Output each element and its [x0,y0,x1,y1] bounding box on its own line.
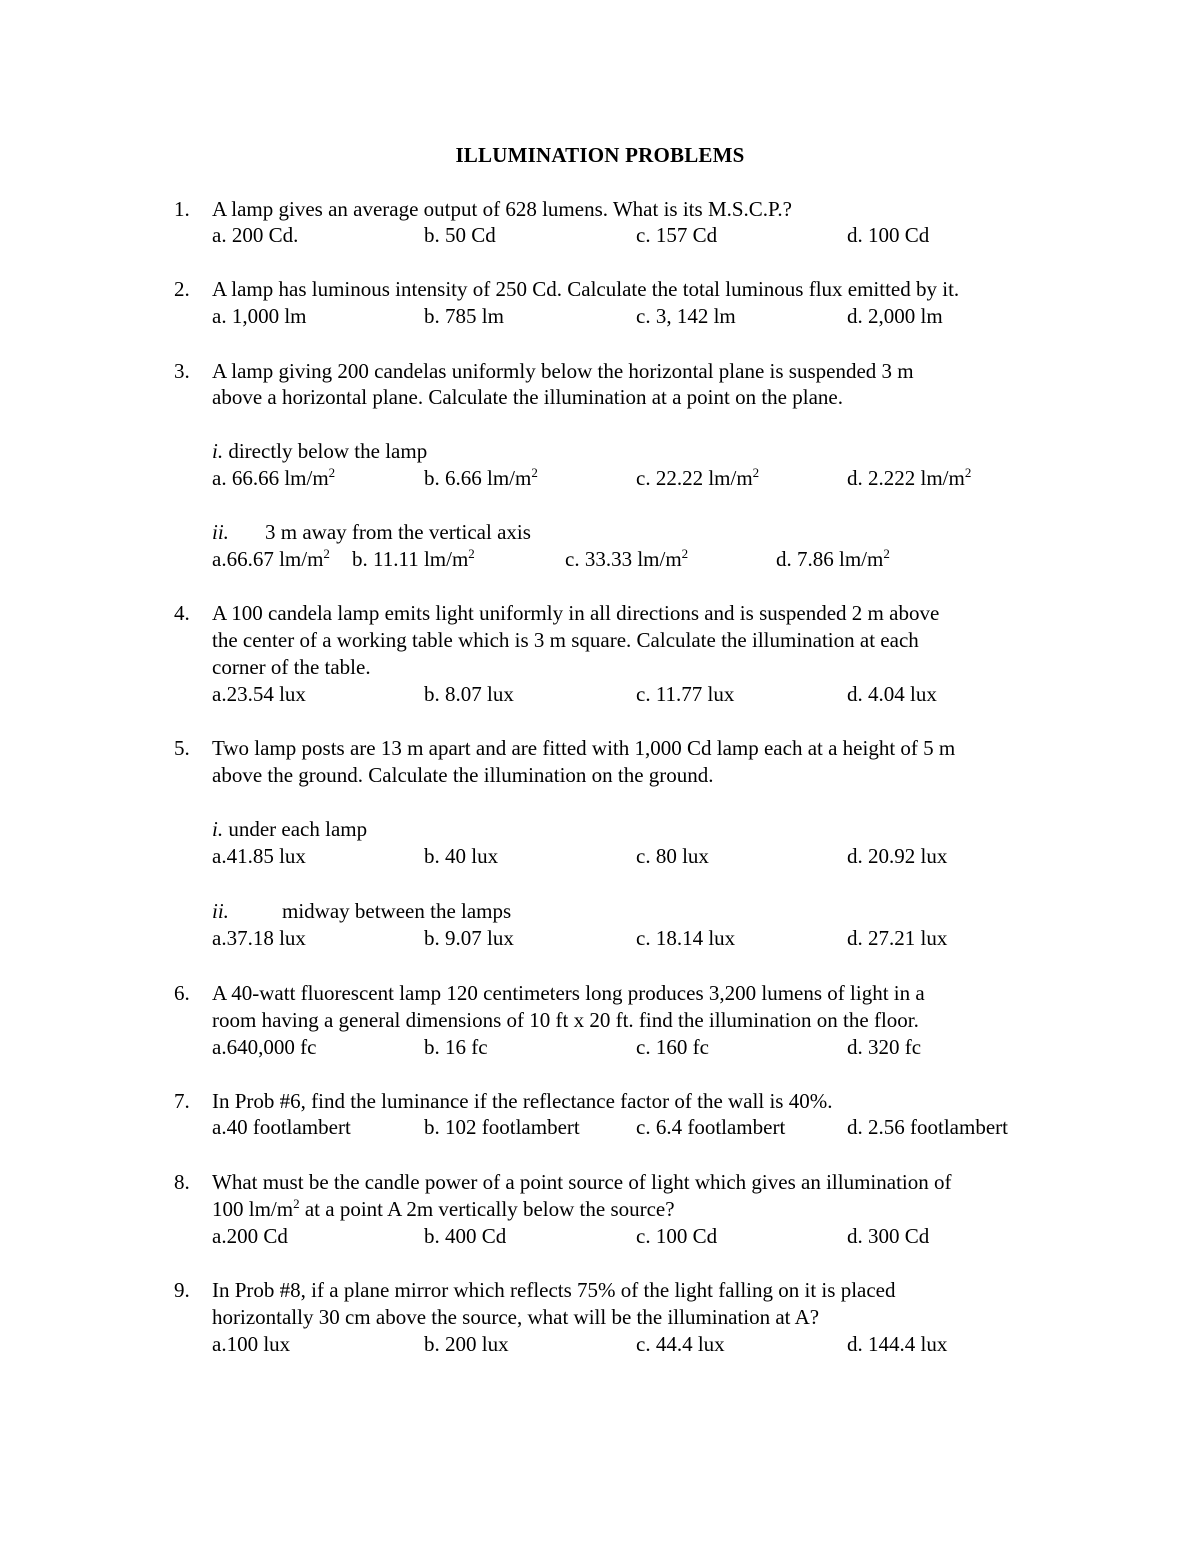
sub-question-i [212,816,367,842]
question-text: A lamp has luminous intensity of 250 Cd. Calculate the total luminous flux emitted by it. [212,277,960,301]
sub-label: ii. [212,520,229,544]
question-number: 9. [174,1278,190,1302]
question-number: 1. [174,197,190,221]
sub-text: directly below the lamp [223,439,428,463]
question-text: A lamp gives an average output of 628 lumens. What is its M.S.C.P.? [212,197,792,221]
option-c: c. 33.33 $lm/m^2$ [565,546,689,571]
option-d: d. 2,000 lm [847,304,943,328]
option-d: d. 4.04 lux [847,682,937,706]
option-b: b. 8.07 lux [424,682,514,706]
sub-question-i [212,438,427,464]
question-text: In Prob #6, find the luminance if the reflectance factor of the wall is 40%. [212,1089,833,1113]
question-text-line-1: In Prob #8, if a plane mirror which reflects 75% of the light falling on it is placed [212,1278,896,1302]
option-d: d. 27.21 lux [847,926,948,950]
option-a: a. 200 Cd. [212,223,299,247]
option-a: a.37.18 lux [212,926,306,950]
question-text-line-3: corner of the table. [212,655,371,679]
option-d: d. 144.4 lux [847,1332,948,1356]
question-text-line-2: horizontally 30 cm above the source, what will be the illumination at A? [212,1305,820,1329]
option-d: d. 2.56 footlambert [847,1115,1008,1139]
question-text-line-1: A 40-watt fluorescent lamp 120 centimeters long produces 3,200 lumens of light in a [212,981,925,1005]
question-number: 7. [174,1089,190,1113]
question-text-line-2: above the ground. Calculate the illumination on the ground. [212,763,714,787]
option-c: c. 6.4 footlambert [636,1115,786,1139]
option-b: b. 11.11 $lm/m^2$ [352,546,475,571]
option-a: a.640,000 fc [212,1035,317,1059]
option-a: a.40 footlambert [212,1115,351,1139]
option-c: c. 80 lux [636,844,709,868]
sub-label: i. [212,439,224,463]
sub-text: 3 m away from the vertical axis [265,520,531,544]
question-number: 2. [174,277,190,301]
option-c: c. 44.4 lux [636,1332,725,1356]
sub-text: under each lamp [223,817,368,841]
option-a: a.41.85 lux [212,844,306,868]
option-d: d. 7.86 $lm/m^2$ [776,546,890,571]
question-text-line-1: A 100 candela lamp emits light uniformly in all directions and is suspended 2 m above [212,601,940,625]
sub-question-ii [212,898,229,924]
option-b: b. 16 fc [424,1035,488,1059]
option-c: c. 11.77 lux [636,682,735,706]
option-a: a.66.67 $lm/m^2$ [212,546,330,571]
question-number: 4. [174,601,190,625]
option-a: a.200 Cd [212,1224,288,1248]
option-b: b. 40 lux [424,844,499,868]
option-b: b. 102 footlambert [424,1115,580,1139]
option-d: d. 100 Cd [847,223,930,247]
question-text-line-2: above a horizontal plane. Calculate the illumination at a point on the plane. [212,385,843,409]
sub-label: i. [212,817,224,841]
option-c: c. 22.22 $lm/m^2$ [636,465,760,490]
option-c: c. 18.14 lux [636,926,736,950]
question-text-line-2: room having a general dimensions of 10 ft x 20 ft. find the illumination on the floor. [212,1008,919,1032]
question-number: 5. [174,736,190,760]
option-d: d. 320 fc [847,1035,922,1059]
option-b: b. 785 lm [424,304,504,328]
option-a: a.23.54 lux [212,682,306,706]
option-c: c. 3, 142 lm [636,304,736,328]
question-number: 6. [174,981,190,1005]
option-a: a.100 lux [212,1332,291,1356]
sub-label: ii. [212,899,229,923]
option-a: a. 66.66 $lm/m^2$ [212,465,336,490]
page-title: ILLUMINATION PROBLEMS [455,143,745,167]
question-text-line-1: What must be the candle power of a point source of light which gives an illumination of [212,1170,952,1194]
question-text-line-2: the center of a working table which is 3 m square. Calculate the illumination at each [212,628,919,652]
option-b: b. 6.66 $lm/m^2$ [424,465,538,490]
option-b: b. 200 lux [424,1332,509,1356]
sub-question-ii [212,519,229,545]
option-d: d. 300 Cd [847,1224,930,1248]
option-b: b. 9.07 lux [424,926,514,950]
sub-text: midway between the lamps [282,899,512,923]
question-text-line-2: 100 $lm/m^2$ at a point A 2m vertically below the source? [212,1196,675,1221]
question-text-line-1: Two lamp posts are 13 m apart and are fitted with 1,000 Cd lamp each at a height of 5 m [212,736,956,760]
question-number: 3. [174,359,190,383]
option-b: b. 50 Cd [424,223,496,247]
option-a: a. 1,000 lm [212,304,307,328]
question-text-line-1: A lamp giving 200 candelas uniformly below the horizontal plane is suspended 3 m [212,359,914,383]
option-c: c. 160 fc [636,1035,709,1059]
option-c: c. 100 Cd [636,1224,718,1248]
option-d: d. 2.222 $lm/m^2$ [847,465,972,490]
option-b: b. 400 Cd [424,1224,507,1248]
option-d: d. 20.92 lux [847,844,948,868]
option-c: c. 157 Cd [636,223,718,247]
question-number: 8. [174,1170,190,1194]
